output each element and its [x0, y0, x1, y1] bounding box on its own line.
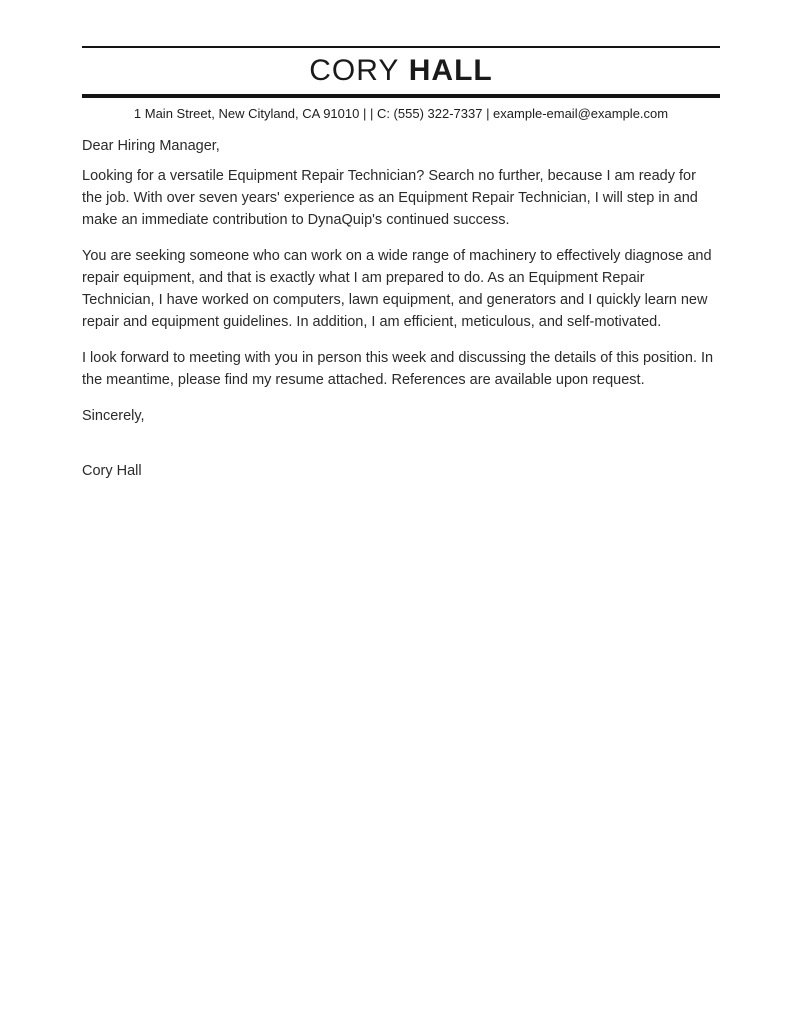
letter-paragraph-3: I look forward to meeting with you in person this week and discussing the details of this position. In the meantime, please find my resume attached. References are available upon request.	[82, 350, 714, 388]
last-name: HALL	[408, 54, 493, 87]
letter-paragraph-1: Looking for a versatile Equipment Repair Technician? Search no further, because I am ready for the job. With over seven years' experience as an Equipment Repair Technician, I will step in and make an immediate contribution to DynaQuip's continued success.	[82, 168, 698, 228]
letter-body	[82, 135, 720, 482]
signature: Cory Hall	[82, 463, 142, 479]
header-top-rule	[82, 46, 720, 48]
contact-line: 1 Main Street, New Cityland, CA 91010 | | C: (555) 322-7337 | example-email@example.com	[133, 106, 669, 121]
closing: Sincerely,	[82, 408, 145, 424]
page-title	[82, 54, 720, 87]
name-space	[399, 54, 408, 87]
salutation: Dear Hiring Manager,	[82, 138, 220, 154]
first-name: CORY	[309, 54, 400, 87]
letter-paragraph-2: You are seeking someone who can work on a wide range of machinery to effectively diagnose and repair equipment, and that is exactly what I am prepared to do. As an Equipment Repair Technician, I have worked on computers, lawn equipment, and generators and I quickly learn new repair and equipment guidelines. In addition, I am efficient, meticulous, and self-motivated.	[82, 248, 712, 330]
letter-header	[82, 46, 720, 122]
header-bottom-rule	[82, 94, 720, 98]
